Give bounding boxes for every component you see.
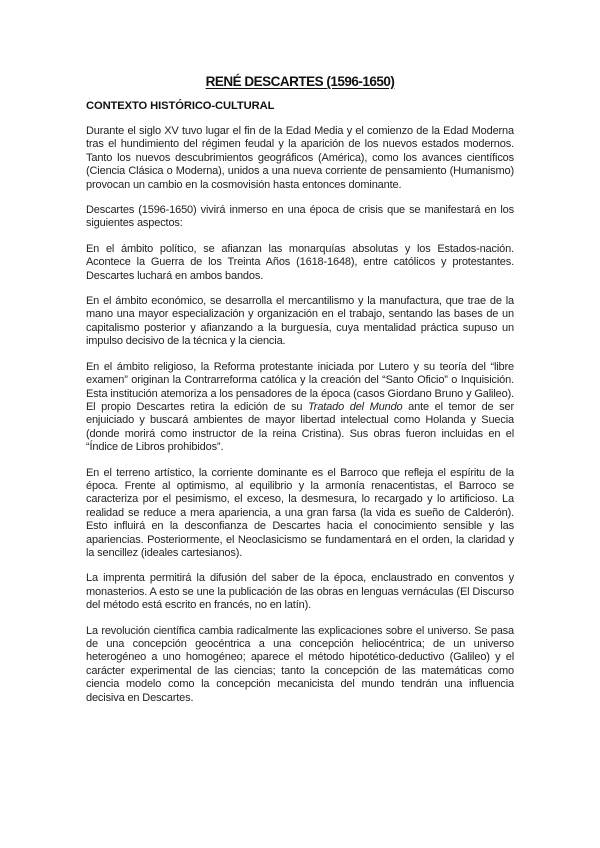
religious-text-end: ante el temor de ser enjuiciado y buscará ambientes de mayor libertad intelectual como Holanda y Suecia (donde morirá como instructor de la reina Cristina). Sus obras fueron incluidas en el “Índice de Libros prohibidos”.	[86, 400, 514, 454]
paragraph-scientific: La revolución científica cambia radicalmente las explicaciones sobre el universo. Se pasa de una concepción geocéntrica a una concepción heliocéntrica; de un universo heterogéneo a uno homogéneo; aparece el método hipotético-deductivo (Galileo) y el carácter experimental de las ciencias; tanto la concepción de las matemáticas como ciencia modelo como la concepción mecanicista del mundo tendrán una influencia decisiva en Descartes.	[86, 624, 514, 704]
paragraph-political: En el ámbito político, se afianzan las monarquías absolutas y los Estados-nación. Acontece la Guerra de los Treinta Años (1618-1648), entre católicos y protestantes. Descartes luchará en ambos bandos.	[86, 242, 514, 282]
section-heading: CONTEXTO HISTÓRICO-CULTURAL	[86, 100, 275, 112]
paragraph-crisis: Descartes (1596-1650) vivirá inmerso en una época de crisis que se manifestará en los siguientes aspectos:	[86, 204, 514, 230]
religious-text-start: En el ámbito religioso, la Reforma protestante iniciada por Lutero y su teoría del “libre examen” originan la Contrarreforma católica y la creación del “Santo Oficio” o Inquisición. Esta institución atemoriza a los pensadores de la época (casos Giordano Bruno y Galileo). El propio Descartes retira la edición de su	[86, 360, 514, 413]
paragraph-economic: En el ámbito económico, se desarrolla el mercantilismo y la manufactura, que trae de la mano una mayor especialización y organización en el trabajo, sentando las bases de un capitalismo posterior y afianzando a la burguesía, cuya mentalidad práctica supuso un impulso decisivo de la técnica y la ciencia.	[86, 295, 514, 348]
paragraph-artistic: En el terreno artístico, la corriente dominante es el Barroco que refleja el espíritu de la época. Frente al optimismo, al equilibrio y la armonía renacentistas, el Barroco se caracteriza por el pesimismo, el exceso, la desmesura, lo recargado y lo artificioso. La realidad se reduce a mera apariencia, a una gran farsa (la vida es sueño de Calderón). Esto influirá en la desconfianza de Descartes hacia el conocimiento sensible y las apariencias. Posteriormente, el Neoclasicismo se fundamentará en el orden, la claridad y la sencillez (ideales cartesianos).	[86, 466, 514, 559]
paragraph-printing: La imprenta permitirá la difusión del saber de la época, enclaustrado en conventos y monasterios. A esto se une la publicación de las obras en lenguas vernáculas (El Discurso del método está escrito en francés, no en latín).	[86, 572, 514, 612]
document-body	[86, 125, 514, 717]
book-title-italic: Tratado del Mundo	[308, 400, 403, 413]
paragraph-intro: Durante el siglo XV tuvo lugar el fin de la Edad Media y el comienzo de la Edad Moderna tras el hundimiento del régimen feudal y la aparición de los nuevos estados modernos. Tanto los nuevos descubrimientos geográficos (América), como los avances científicos (Ciencia Clásica o Moderna), unidos a una nueva corriente de pensamiento (Humanismo) provocan un cambio en la cosmovisión hasta entonces dominante.	[86, 125, 514, 191]
paragraph-religious	[86, 361, 514, 455]
document-title: RENÉ DESCARTES (1596-1650)	[205, 74, 395, 89]
